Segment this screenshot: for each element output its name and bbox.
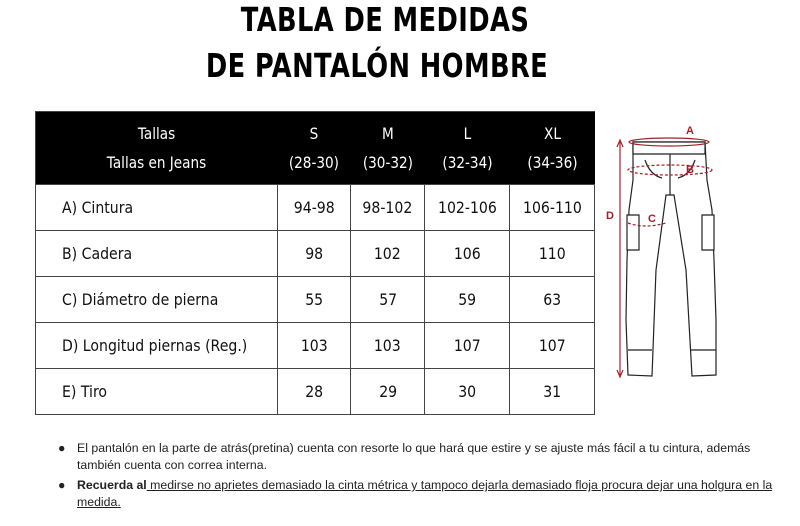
row-label: D) Longitud piernas (Reg.) <box>36 323 278 369</box>
note-bold-text: Recuerda al <box>77 478 147 492</box>
header-size-xl <box>510 112 595 185</box>
row-label: E) Tiro <box>36 369 278 415</box>
list-item <box>58 477 778 511</box>
row-label: C) Diámetro de pierna <box>36 277 278 323</box>
header-label-cell <box>36 112 278 185</box>
bullet-icon: ● <box>58 478 66 492</box>
note-underlined-text: medirse no aprietes demasiado la cinta métrica y tampoco dejarla demasiado floja procura dejar una holgura en la medida. <box>77 478 773 509</box>
size-chart-table <box>35 111 595 415</box>
table-row <box>36 323 595 369</box>
page-title-line-2: DE PANTALÓN HOMBRE <box>205 46 549 85</box>
header-size-m <box>351 112 425 185</box>
table-row <box>36 369 595 415</box>
table-cell: 98 <box>277 231 351 277</box>
bullet-icon: ● <box>58 441 66 455</box>
diagram-label-c: C <box>648 213 656 225</box>
row-label: A) Cintura <box>36 185 278 231</box>
table-cell: 106 <box>425 231 510 277</box>
table-cell: 107 <box>510 323 595 369</box>
size-label: S <box>309 124 319 143</box>
header-size-l <box>425 112 510 185</box>
row-label: B) Cadera <box>36 231 278 277</box>
table-row <box>36 231 595 277</box>
table-cell: 59 <box>425 277 510 323</box>
header-tallas-label: Tallas <box>137 124 176 143</box>
table-cell: 98-102 <box>351 185 425 231</box>
size-label: L <box>463 124 471 143</box>
table-cell: 55 <box>277 277 351 323</box>
table-cell: 57 <box>351 277 425 323</box>
table-cell: 107 <box>425 323 510 369</box>
jeans-size-label: (30-32) <box>362 153 413 172</box>
table-cell: 31 <box>510 369 595 415</box>
jeans-size-label: (32-34) <box>442 153 493 172</box>
diagram-label-d: D <box>606 210 614 222</box>
pants-outline <box>626 142 716 376</box>
table-cell: 30 <box>425 369 510 415</box>
table-cell: 106-110 <box>510 185 595 231</box>
size-label: XL <box>543 124 561 143</box>
pants-measurement-diagram <box>600 120 740 385</box>
table-header-row <box>36 112 595 185</box>
table-row <box>36 277 595 323</box>
note-text: El pantalón en la parte de atrás(pretina) cuenta con resorte lo que hará que estire y se ajuste más fácil a tu cintura, además también cuenta con correa interna. <box>77 441 751 472</box>
header-jeans-label: Tallas en Jeans <box>106 153 207 172</box>
size-label: M <box>381 124 394 143</box>
table-cell: 103 <box>277 323 351 369</box>
table-cell: 102-106 <box>425 185 510 231</box>
diagram-label-a: A <box>686 125 694 137</box>
jeans-size-label: (34-36) <box>526 153 578 172</box>
diagram-label-b: B <box>686 164 694 176</box>
table-cell: 94-98 <box>277 185 351 231</box>
table-cell: 103 <box>351 323 425 369</box>
table-row <box>36 185 595 231</box>
list-item <box>58 440 778 474</box>
notes-list <box>58 440 778 514</box>
header-size-s <box>277 112 351 185</box>
table-cell: 110 <box>510 231 595 277</box>
table-cell: 28 <box>277 369 351 415</box>
table-cell: 63 <box>510 277 595 323</box>
jeans-size-label: (28-30) <box>288 153 339 172</box>
table-cell: 102 <box>351 231 425 277</box>
page-title-line-1: TABLA DE MEDIDAS <box>240 0 530 39</box>
table-cell: 29 <box>351 369 425 415</box>
